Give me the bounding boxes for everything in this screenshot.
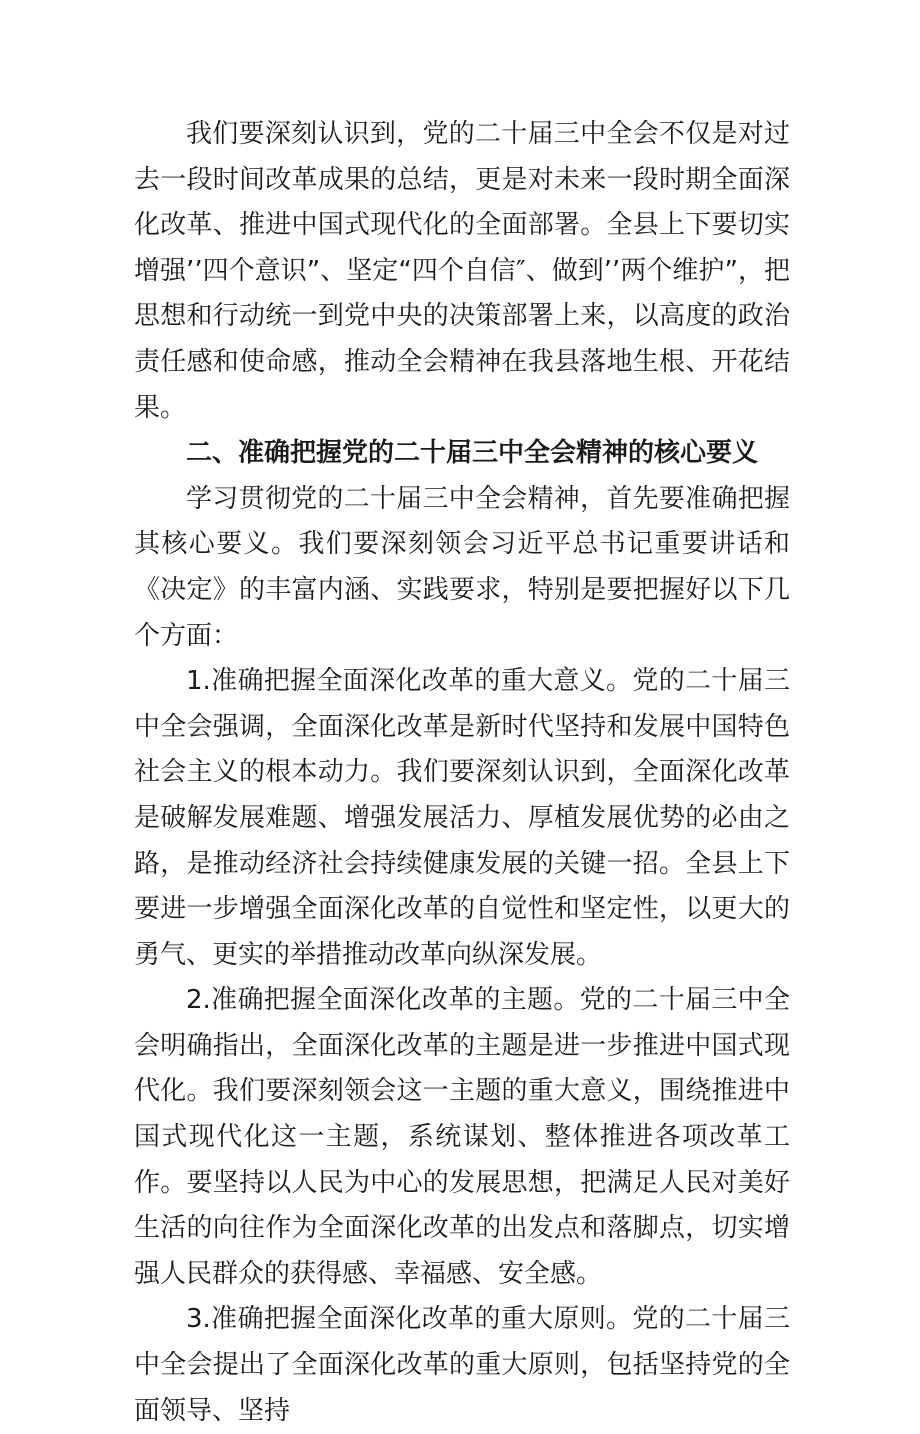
paragraph-item-1: 1.准确把握全面深化改革的重大意义。党的二十届三中全会强调，全面深化改革是新时代坚持和发展中国特色社会主义的根本动力。我们要深刻认识到，全面深化改革是破解发展难题、增强发展活力、厚植发展优势的必由之路，是推动经济社会持续健康发展的关键一招。全县上下要进一步增强全面深化改革的自觉性和坚定性，以更大的勇气、更实的举措推动改革向纵深发展。	[134, 666, 790, 970]
paragraph-item-2: 2.准确把握全面深化改革的主题。党的二十届三中全会明确指出，全面深化改革的主题是进一步推进中国式现代化。我们要深刻领会这一主题的重大意义，围绕推进中国式现代化这一主题，系统谋划、整体推进各项改革工作。要坚持以人民为中心的发展思想，把满足人民对美好生活的向往作为全面深化改革的出发点和落脚点，切实增强人民群众的获得感、幸福感、安全感。	[134, 985, 790, 1289]
paragraph-awareness: 我们要深刻认识到，党的二十届三中全会不仅是对过去一段时间改革成果的总结，更是对未来一段时期全面深化改革、推进中国式现代化的全面部署。全县上下要切实增强’’四个意识”、坚定“四个自信″、做到’’两个维护”，把思想和行动统一到党中央的决策部署上来，以高度的政治责任感和使命感，推动全会精神在我县落地生根、开花结果。	[134, 119, 790, 423]
paragraph-core-essence: 学习贯彻党的二十届三中全会精神，首先要准确把握其核心要义。我们要深刻领会习近平总书记重要讲话和《决定》的丰富内涵、实践要求，特别是要把握好以下几个方面：	[134, 483, 790, 651]
paragraph-item-3: 3.准确把握全面深化改革的重大原则。党的二十届三中全会提出了全面深化改革的重大原则，包括坚持党的全面领导、坚持	[134, 1304, 790, 1426]
document-page	[134, 112, 790, 1434]
section-heading-2: 二、准确把握党的二十届三中全会精神的核心要义	[186, 438, 759, 469]
